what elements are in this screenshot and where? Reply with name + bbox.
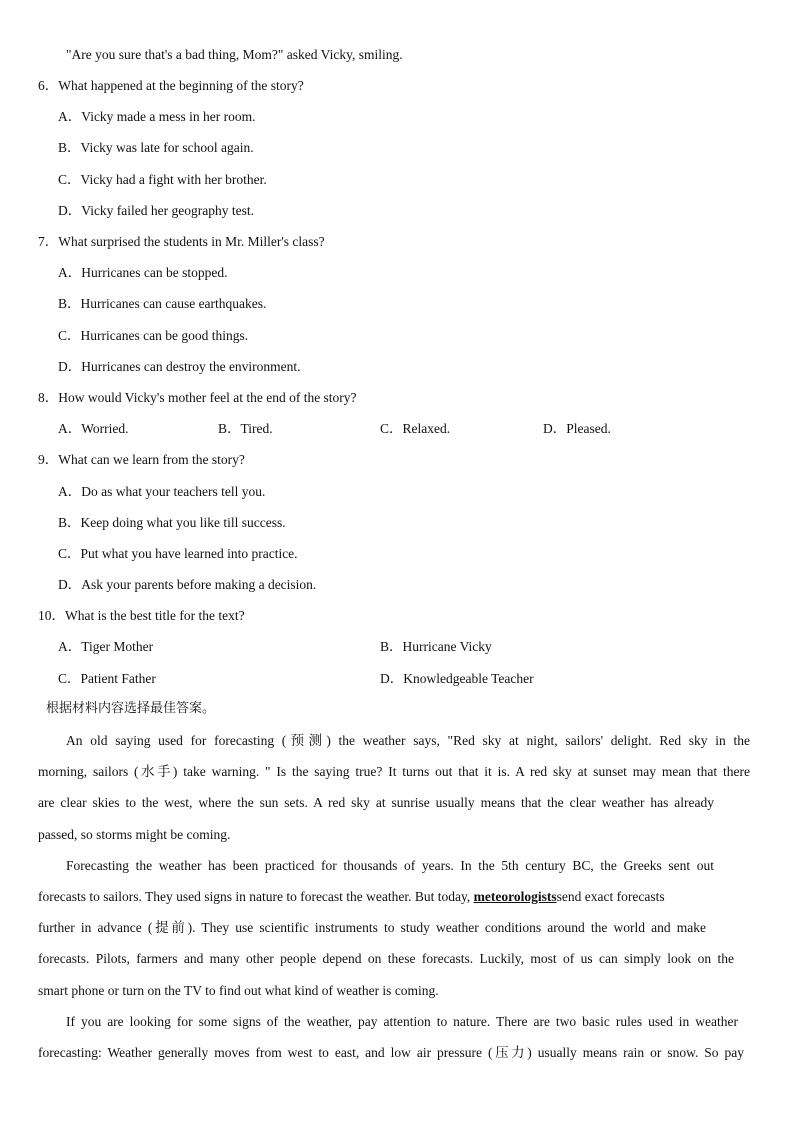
question-8-option-d[interactable]: D．Pleased. <box>543 421 611 436</box>
question-10-option-d[interactable]: D．Knowledgeable Teacher <box>380 671 534 686</box>
question-6-option-b[interactable]: B．Vicky was late for school again. <box>58 140 254 155</box>
question-7-stem: 7．What surprised the students in Mr. Miller's class? <box>38 234 325 249</box>
question-8-stem: 8．How would Vicky's mother feel at the end of the story? <box>38 390 357 405</box>
question-10-stem: 10．What is the best title for the text? <box>38 608 245 623</box>
question-9-option-c[interactable]: C．Put what you have learned into practice. <box>58 546 298 561</box>
question-9-option-b[interactable]: B．Keep doing what you like till success. <box>58 515 286 530</box>
question-6-option-a[interactable]: A．Vicky made a mess in her room. <box>58 109 256 124</box>
passage-p1-line-4: passed, so storms might be coming. <box>38 827 231 842</box>
question-9-stem: 9．What can we learn from the story? <box>38 452 245 467</box>
question-9-option-d[interactable]: D．Ask your parents before making a decision. <box>58 577 317 592</box>
keyword-meteorologists: meteorologists <box>473 889 557 904</box>
question-7-option-c[interactable]: C．Hurricanes can be good things. <box>58 328 249 343</box>
question-10-option-b[interactable]: B．Hurricane Vicky <box>380 639 492 654</box>
question-10-option-c[interactable]: C．Patient Father <box>58 671 156 686</box>
question-10-option-a[interactable]: A．Tiger Mother <box>58 639 154 654</box>
question-8-option-a[interactable]: A．Worried. <box>58 421 129 436</box>
question-9-option-a[interactable]: A．Do as what your teachers tell you. <box>58 484 266 499</box>
question-7-option-d[interactable]: D．Hurricanes can destroy the environment. <box>58 359 301 374</box>
question-7-option-a[interactable]: A．Hurricanes can be stopped. <box>58 265 228 280</box>
passage-p3-line-1: If you are looking for some signs of the weather, pay attention to nature. There are two basic rules used in weather <box>66 1014 738 1029</box>
passage-p2-line-5: smart phone or turn on the TV to find out what kind of weather is coming. <box>38 983 439 998</box>
passage-p1-line-1: An old saying used for forecasting (预测) the weather says, "Red sky at night, sailors' delight. Red sky in the <box>66 733 750 748</box>
question-8-option-c[interactable]: C．Relaxed. <box>380 421 451 436</box>
passage-p1-line-3: are clear skies to the west, where the sun sets. A red sky at sunrise usually means that the clear weather has already <box>38 795 714 810</box>
passage-p2-line-4: forecasts. Pilots, farmers and many other people depend on these forecasts. Luckily, most of us can simply look on the <box>38 951 734 966</box>
question-7-option-b[interactable]: B．Hurricanes can cause earthquakes. <box>58 296 267 311</box>
question-6-stem: 6．What happened at the beginning of the story? <box>38 78 304 93</box>
passage-p2-line-2-tail: send exact forecasts <box>556 889 665 904</box>
passage-p2-line-2-head: forecasts to sailors. They used signs in nature to forecast the weather. But today, <box>38 889 471 904</box>
question-8-option-b[interactable]: B．Tired. <box>218 421 273 436</box>
passage-p2-line-2 <box>38 888 665 906</box>
question-6-option-c[interactable]: C．Vicky had a fight with her brother. <box>58 172 267 187</box>
passage-p2-line-1: Forecasting the weather has been practiced for thousands of years. In the 5th century BC, the Greeks sent out <box>66 858 714 873</box>
section-instruction: 根据材料内容选择最佳答案。 <box>46 701 216 716</box>
passage-p2-line-3: further in advance (提前). They use scientific instruments to study weather conditions around the world and make <box>38 920 706 935</box>
question-6-option-d[interactable]: D．Vicky failed her geography test. <box>58 203 255 218</box>
story-closing-line: "Are you sure that's a bad thing, Mom?" asked Vicky, smiling. <box>66 47 403 62</box>
passage-p3-line-2: forecasting: Weather generally moves from west to east, and low air pressure (压力) usually means rain or snow. So pay <box>38 1045 744 1060</box>
passage-p1-line-2: morning, sailors (水手) take warning. " Is the saying true? It turns out that it is. A red sky at sunset may mean that there <box>38 764 750 779</box>
